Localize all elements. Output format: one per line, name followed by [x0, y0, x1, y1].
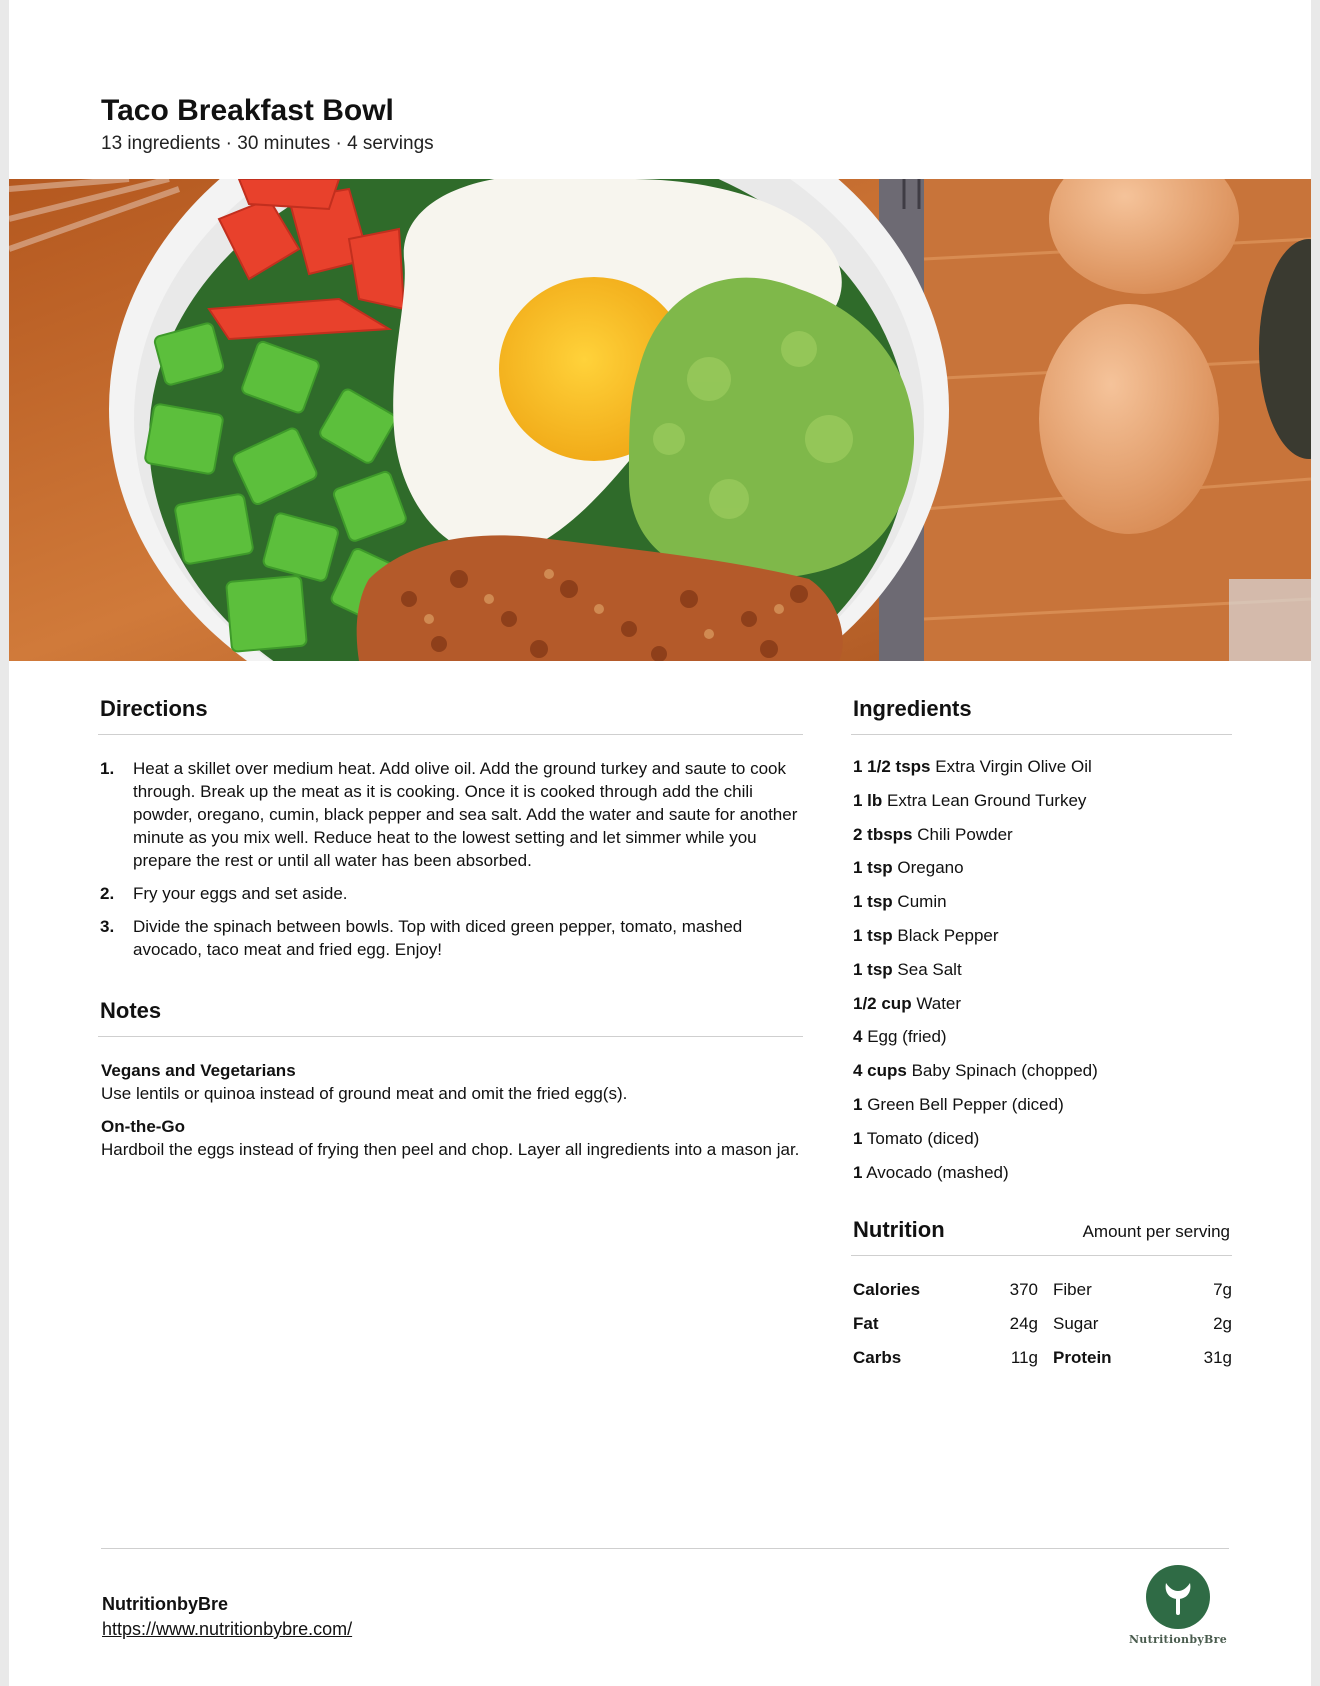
ingredient-qty: 1 — [853, 1094, 863, 1114]
ingredient-item — [853, 1093, 1232, 1116]
right-column — [851, 693, 1232, 1369]
ingredient-name: Chili Powder — [917, 824, 1013, 844]
ingredient-item — [853, 890, 1232, 913]
note-item — [98, 1059, 803, 1105]
note-title: On-the-Go — [101, 1117, 186, 1136]
recipe-photo — [9, 179, 1311, 661]
nutrient-label: Fiber — [1053, 1279, 1092, 1299]
ingredient-name: Cumin — [897, 892, 947, 912]
recipe-header — [101, 94, 434, 155]
ingredient-item — [853, 958, 1232, 981]
nutrition-title: Nutrition — [853, 1216, 945, 1242]
nutrient-value: 2g — [1213, 1313, 1232, 1333]
ingredients-title: Ingredients — [853, 696, 972, 721]
step-text: Fry your eggs and set aside. — [133, 884, 348, 903]
ingredient-item — [853, 1127, 1232, 1150]
ingredients-list — [851, 755, 1232, 1184]
step-text: Divide the spinach between bowls. Top with diced green pepper, tomato, mashed avocado, taco meat and fried egg. Enjoy! — [133, 917, 743, 959]
note-title: Vegans and Vegetarians — [101, 1061, 296, 1080]
ingredient-name: Black Pepper — [897, 925, 999, 945]
nutrition-heading — [851, 1214, 1232, 1256]
nutrient-label: Calories — [853, 1279, 921, 1299]
direction-step — [100, 915, 803, 961]
ingredient-qty: 4 — [853, 1027, 863, 1047]
left-column — [98, 693, 803, 1161]
ingredient-name: Water — [916, 993, 962, 1013]
ingredient-qty: 1 1/2 tsps — [853, 757, 931, 776]
nutrient-value: 370 — [1009, 1279, 1038, 1299]
nutrient-value: 11g — [1010, 1347, 1038, 1367]
nutrient-value: 7g — [1213, 1279, 1232, 1299]
ingredient-item — [853, 1059, 1232, 1082]
ingredient-name: Tomato (diced) — [866, 1128, 980, 1148]
ingredient-qty: 1 tsp — [853, 858, 893, 878]
note-item — [98, 1115, 803, 1161]
ingredient-name: Extra Virgin Olive Oil — [935, 757, 1092, 776]
nutrient-label: Protein — [1053, 1347, 1112, 1367]
logo-text: NutritionbyBre — [1128, 1633, 1228, 1646]
footer-divider — [101, 1548, 1229, 1549]
step-number: 2. — [100, 884, 115, 903]
ingredient-item — [853, 755, 1232, 778]
recipe-page — [9, 0, 1311, 1686]
ingredient-item — [853, 1025, 1232, 1048]
step-number: 3. — [100, 917, 115, 936]
ingredient-item — [853, 992, 1232, 1015]
nutrient-label: Carbs — [853, 1347, 902, 1367]
ingredients-heading — [851, 693, 1232, 735]
ingredient-item — [853, 789, 1232, 812]
fork-leaf-icon — [1146, 1565, 1210, 1629]
note-text: Hardboil the eggs instead of frying then peel and chop. Layer all ingredients into a mason jar. — [101, 1140, 800, 1159]
ingredient-qty: 1 — [853, 1162, 863, 1182]
step-text: Heat a skillet over medium heat. Add olive oil. Add the ground turkey and saute to cook through. Break up the meat as it is cooking. Once it is cooked through add the chili powder, oregano, cumin, black pepper and sea salt. Add the water and saute for another minute as you mix well. Reduce heat to the lowest setting and let simmer while you prepare the rest or until all water has been absorbed. — [133, 759, 798, 870]
nutrient-value: 24g — [1009, 1313, 1038, 1333]
ingredient-name: Green Bell Pepper (diced) — [867, 1094, 1064, 1114]
nutrient-label: Fat — [853, 1313, 879, 1333]
directions-title: Directions — [100, 696, 208, 721]
note-text: Use lentils or quinoa instead of ground meat and omit the fried egg(s). — [101, 1084, 628, 1103]
ingredient-qty: 2 tbsps — [853, 824, 913, 844]
ingredient-item — [853, 856, 1232, 879]
nutrition-table — [851, 1278, 1232, 1369]
step-number: 1. — [100, 759, 115, 778]
ingredient-item — [853, 1161, 1232, 1184]
notes-heading — [98, 995, 803, 1037]
notes-section — [98, 995, 803, 1161]
nutrition-section — [851, 1214, 1232, 1369]
ingredient-name: Baby Spinach (chopped) — [911, 1061, 1098, 1081]
ingredient-qty: 1 tsp — [853, 959, 893, 979]
ingredient-qty: 1 tsp — [853, 892, 893, 912]
ingredient-name: Extra Lean Ground Turkey — [887, 790, 1087, 810]
ingredient-qty: 1 lb — [853, 790, 883, 810]
ingredient-qty: 1 tsp — [853, 925, 893, 945]
ingredient-name: Avocado (mashed) — [866, 1162, 1009, 1182]
recipe-meta: 13 ingredients · 30 minutes · 4 servings — [101, 133, 434, 154]
recipe-title: Taco Breakfast Bowl — [101, 94, 394, 127]
ingredient-name: Sea Salt — [897, 959, 962, 979]
ingredient-item — [853, 924, 1232, 947]
directions-list — [98, 757, 803, 961]
brand-name: NutritionbyBre — [102, 1594, 228, 1614]
nutrient-value: 31g — [1203, 1347, 1232, 1367]
notes-title: Notes — [100, 998, 162, 1023]
ingredient-name: Oregano — [897, 858, 964, 878]
ingredient-name: Egg (fried) — [867, 1027, 947, 1047]
website-link[interactable]: https://www.nutritionbybre.com/ — [102, 1619, 353, 1639]
footer-info — [102, 1592, 352, 1642]
ingredient-qty: 1 — [853, 1128, 863, 1148]
nutrition-subtitle: Amount per serving — [1082, 1221, 1230, 1241]
ingredient-qty: 1/2 cup — [853, 993, 912, 1013]
directions-heading — [98, 693, 803, 735]
ingredient-item — [853, 823, 1232, 846]
nutrient-label: Sugar — [1053, 1313, 1099, 1333]
direction-step — [100, 757, 803, 872]
ingredient-qty: 4 cups — [853, 1061, 907, 1081]
brand-logo — [1123, 1565, 1233, 1646]
direction-step — [100, 882, 803, 905]
